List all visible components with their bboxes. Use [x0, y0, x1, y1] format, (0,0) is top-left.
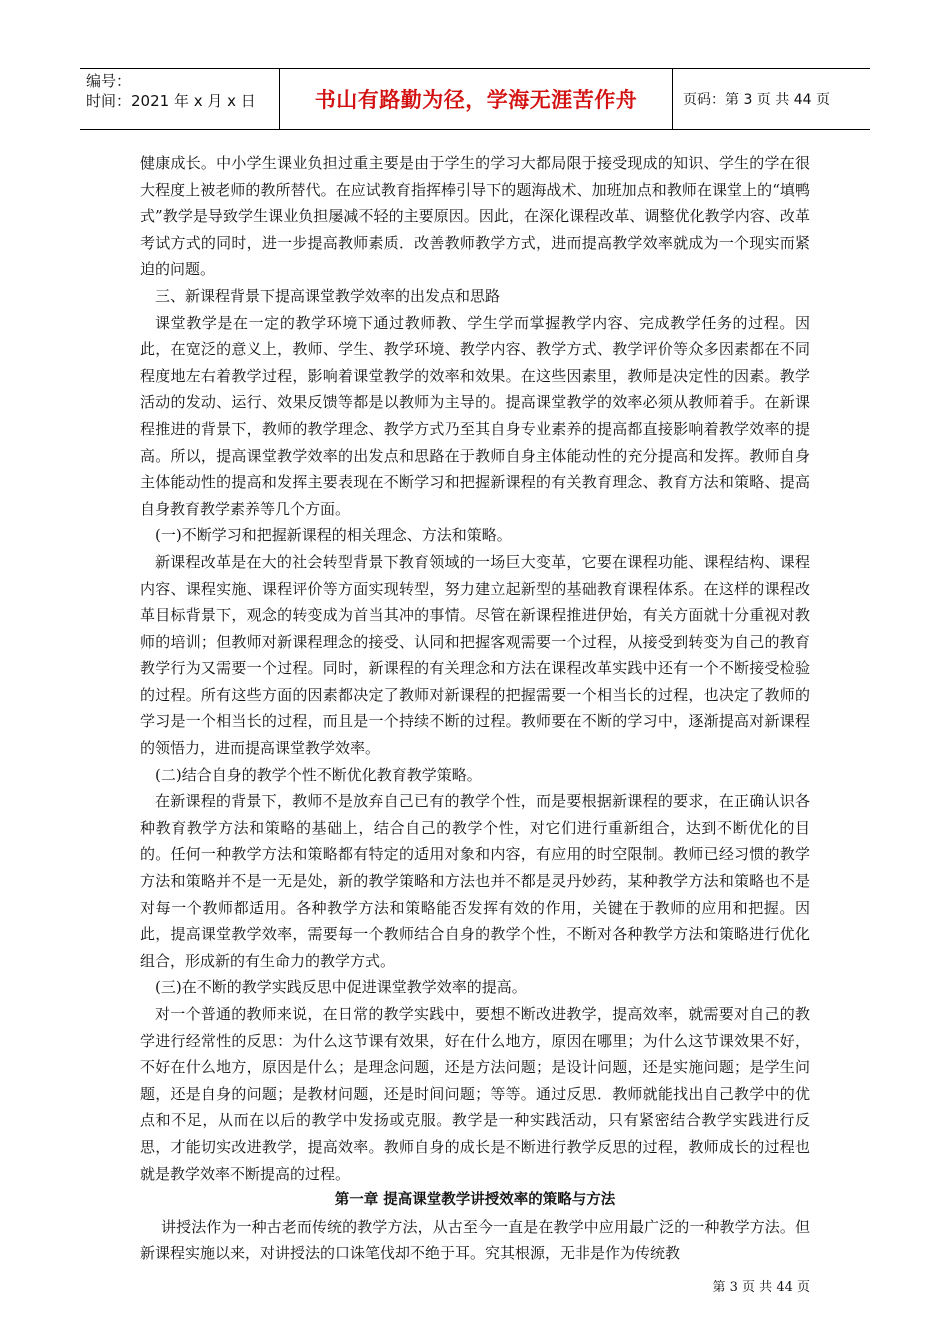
page-footer: 第 3 页 共 44 页 — [712, 1280, 810, 1295]
chapter-title: 第一章 提高课堂教学讲授效率的策略与方法 — [334, 1192, 616, 1209]
document-body — [140, 150, 810, 1267]
document-date: 时间：2021 年 x 月 x 日 — [86, 92, 256, 110]
paragraph: 健康成长。中小学生课业负担过重主要是由于学生的学习大都局限于接受现成的知识、学生的学在很大程度上被老师的教所替代。在应试教育指挥棒引导下的题海战术、加班加点和教师在课堂上的“填鸭式”教学是导致学生课业负担屡减不轻的主要原因。因此，在深化课程改革、调整优化教学内容、改革考试方式的同时，进一步提高教师素质．改善教师教学方式，进而提高教学效率就成为一个现实而紧迫的问题。 — [140, 154, 810, 279]
paragraph: 讲授法作为一种古老而传统的教学方法，从古至今一直是在教学中应用最广泛的一种教学方法。但新课程实施以来，对讲授法的口诛笔伐却不绝于耳。究其根源，无非是作为传统教 — [140, 1217, 810, 1263]
section-heading: 三、新课程背景下提高课堂教学效率的出发点和思路 — [155, 286, 501, 305]
subsection-heading: (二)结合自身的教学个性不断优化教育教学策略。 — [155, 765, 482, 784]
paragraph: 对一个普通的教师来说，在日常的教学实践中，要想不断改进教学，提高效率，就需要对自己的教学进行经常性的反思：为什么这节课有效果，好在什么地方，原因在哪里；为什么这节课效果不好，不好在什么地方，原因是什么；是理念问题，还是方法问题；是设计问题，还是实施问题；是学生问题，还是自身的问题；是教材问题，还是时间问题；等等。通过反思．教师就能找出自己教学中的优点和不足，从而在以后的教学中发扬或克服。教学是一种实践活动，只有紧密结合教学实践进行反思，才能切实改进教学，提高效率。教师自身的成长是不断进行教学反思的过程，教师成长的过程也就是教学效率不断提高的过程。 — [140, 1005, 810, 1183]
header-motto: 书山有路勤为径，学海无涯苦作舟 — [280, 69, 673, 129]
subsection-heading: (一)不断学习和把握新课程的相关理念、方法和策略。 — [155, 526, 512, 545]
subsection-heading: (三)在不断的教学实践反思中促进课堂教学效率的提高。 — [155, 978, 527, 997]
paragraph: 在新课程的背景下，教师不是放弃自己已有的教学个性，而是要根据新课程的要求，在正确认识各种教育教学方法和策略的基础上，结合自己的教学个性，对它们进行重新组合，达到不断优化的目的。任何一种教学方法和策略都有特定的适用对象和内容，有应用的时空限制。教师已经习惯的教学方法和策略并不是一无是处，新的教学策略和方法也并不都是灵丹妙药，某种教学方法和策略也不是对每一个教师都适用。各种教学方法和策略能否发挥有效的作用，关键在于教师的应用和把握。因此，提高课堂教学效率，需要每一个教师结合自身的教学个性，不断对各种教学方法和策略进行优化组合，形成新的有生命力的教学方式。 — [140, 792, 810, 970]
page-header — [80, 68, 870, 130]
document-number-label: 编号： — [86, 72, 132, 90]
paragraph: 课堂教学是在一定的教学环境下通过教师教、学生学而掌握教学内容、完成教学任务的过程。因此，在宽泛的意义上，教师、学生、教学环境、教学内容、教学方式、教学评价等众多因素都在不同程度地左右着教学过程，影响着课堂教学的效率和效果。在这些因素里，教师是决定性的因素。教学活动的发动、运行、效果反馈等都是以教师为主导的。提高课堂教学的效率必须从教师着手。在新课程推进的背景下，教师的教学理念、教学方式乃至其自身专业素养的提高都直接影响着教学效率的提高。所以，提高课堂教学效率的出发点和思路在于教师自身主体能动性的充分提高和发挥。教师自身主体能动性的提高和发挥主要表现在不断学习和把握新课程的有关教育理念、教育方法和策略、提高自身教育教学素养等几个方面。 — [140, 313, 810, 518]
paragraph: 新课程改革是在大的社会转型背景下教育领域的一场巨大变革，它要在课程功能、课程结构、课程内容、课程实施、课程评价等方面实现转型，努力建立起新型的基础教育课程体系。在这样的课程改革目标背景下，观念的转变成为首当其冲的事情。尽管在新课程推进伊始，有关方面就十分重视对教师的培训；但教师对新课程理念的接受、认同和把握客观需要一个过程，从接受到转变为自己的教育教学行为又需要一个过程。同时，新课程的有关理念和方法在课程改革实践中还有一个不断接受检验的过程。所有这些方面的因素都决定了教师对新课程的把握需要一个相当长的过程，也决定了教师的学习是一个相当长的过程，而且是一个持续不断的过程。教师要在不断的学习中，逐渐提高对新课程的领悟力，进而提高课堂教学效率。 — [140, 552, 810, 758]
header-page-number: 页码：第 3 页 共 44 页 — [683, 92, 830, 108]
header-meta — [80, 69, 280, 129]
